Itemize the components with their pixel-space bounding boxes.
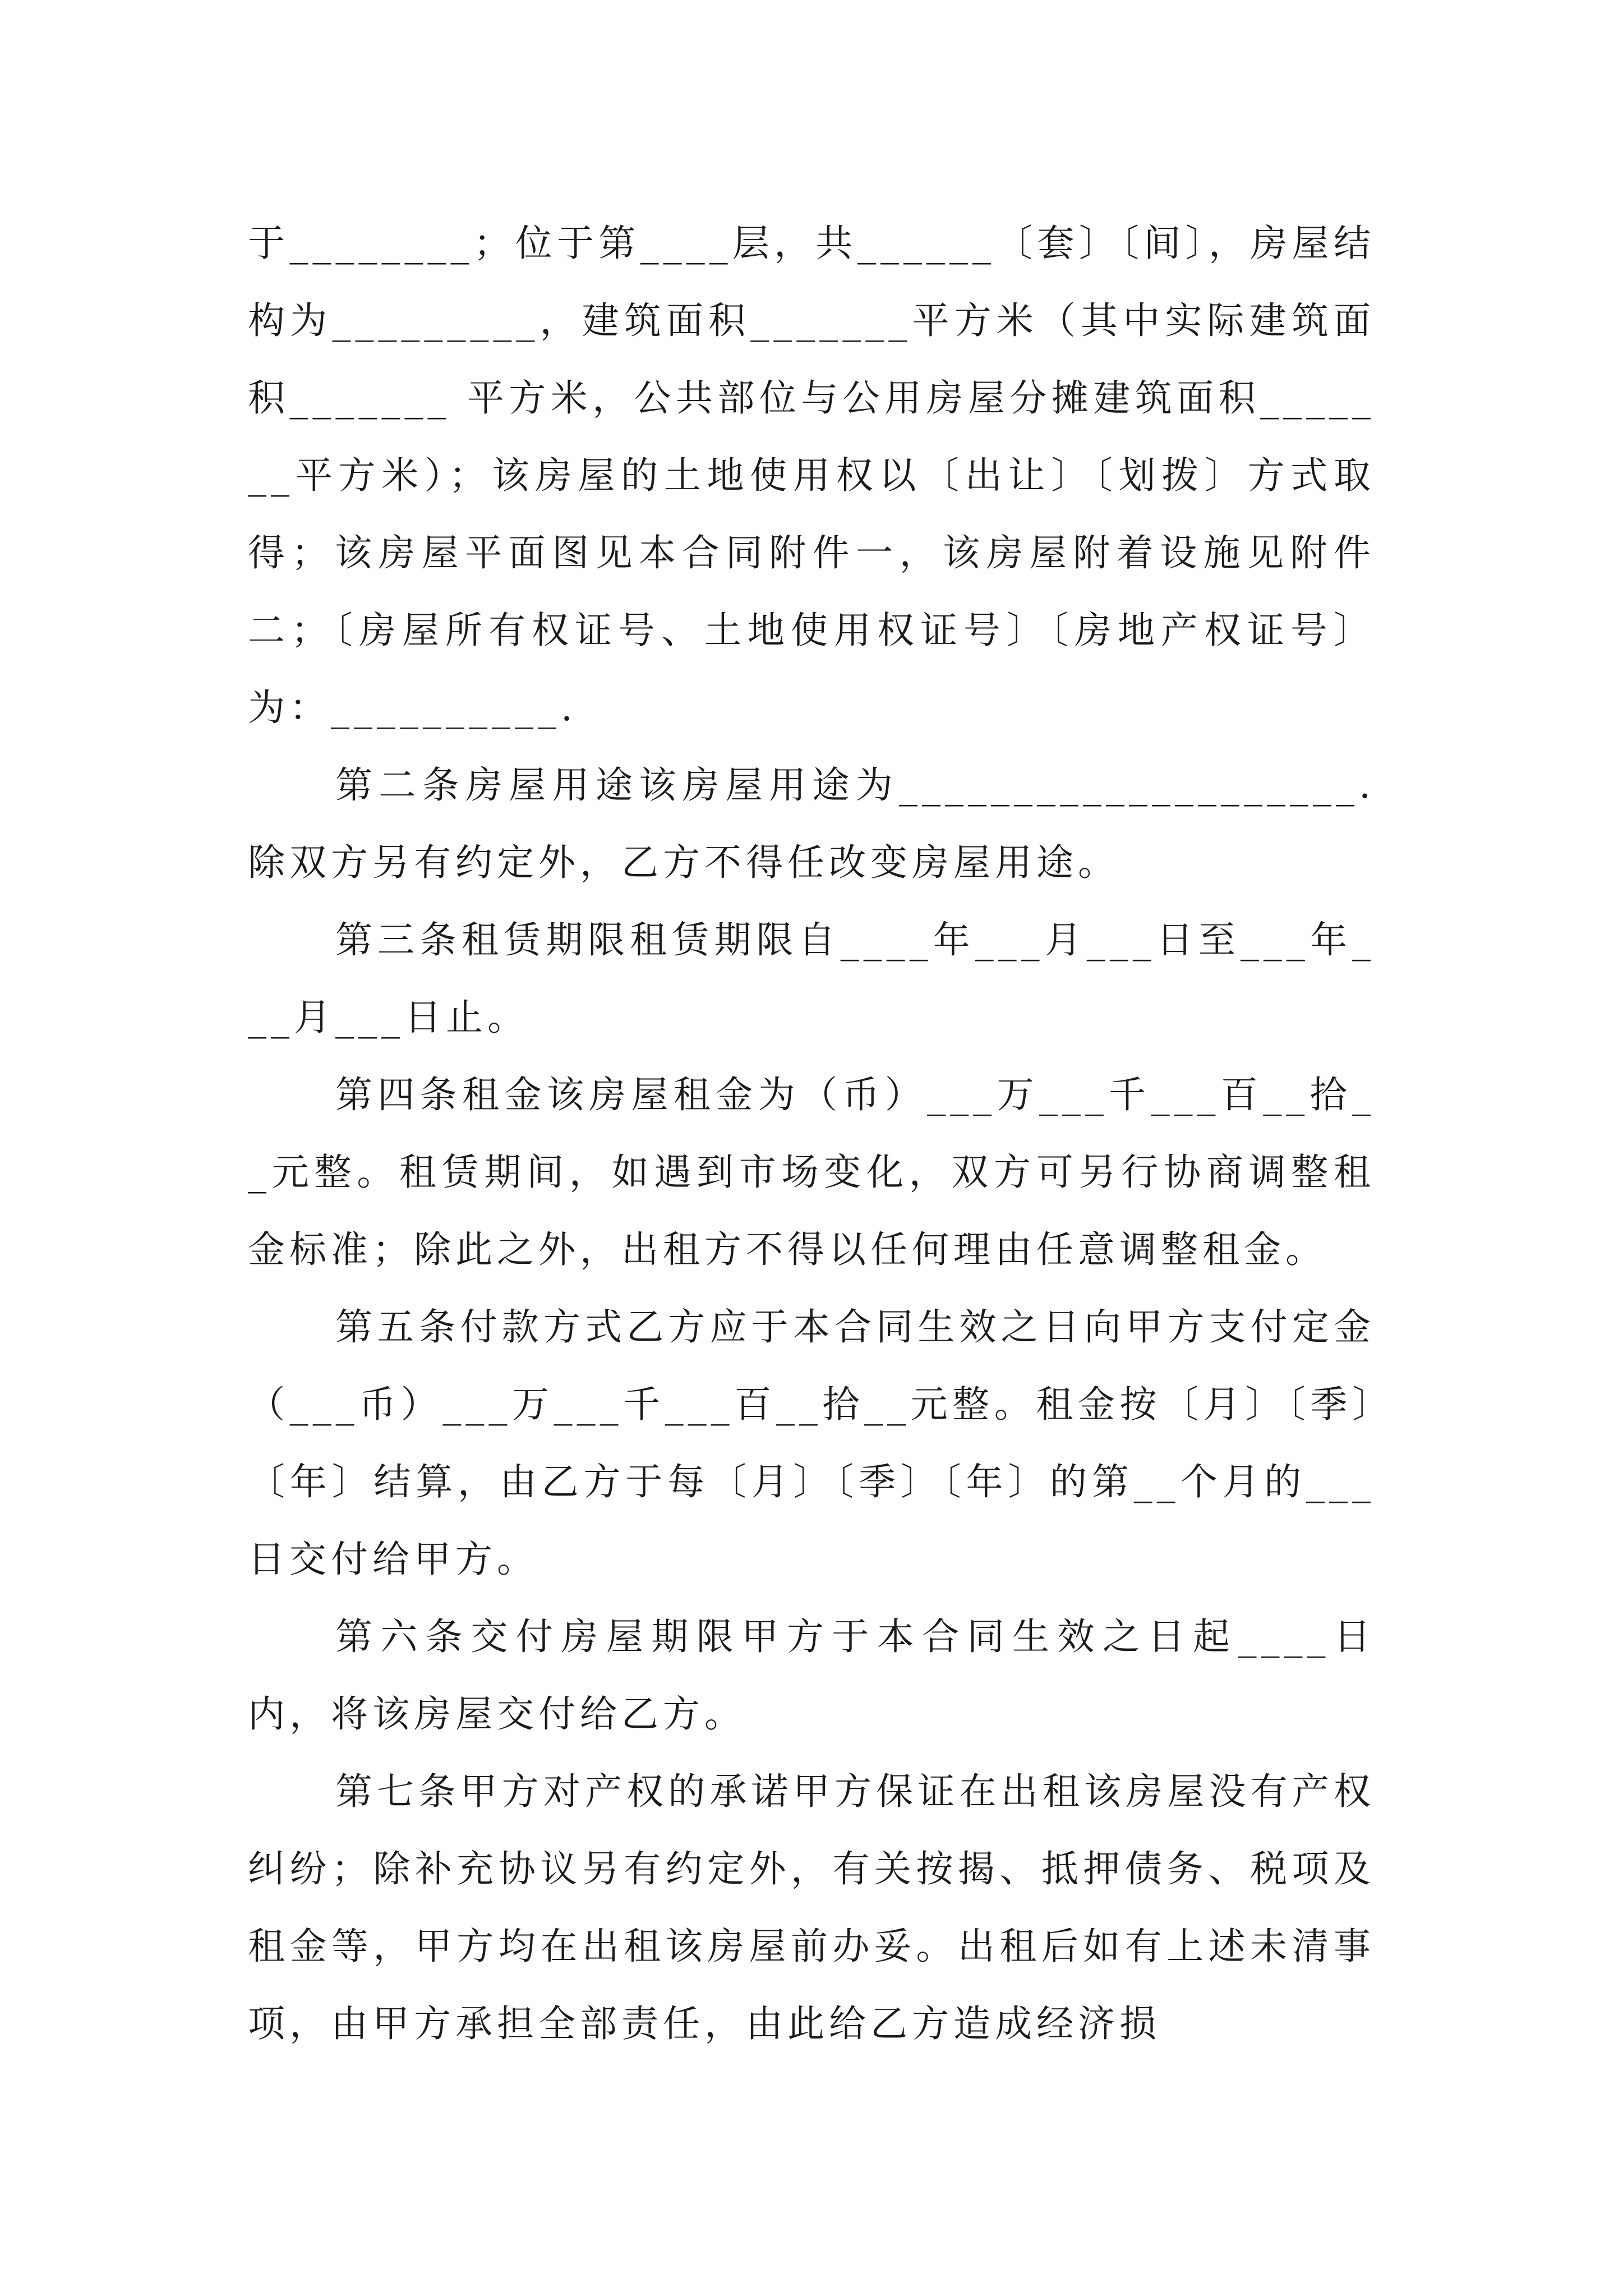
paragraph-article-7-title-commitment: 第七条甲方对产权的承诺甲方保证在出租该房屋没有产权纠纷；除补充协议另有约定外，有关按揭、抵押债务、税项及租金等，甲方均在出租该房屋前办妥。出租后如有上述未清事项，由甲方承担全部责任，由此给乙方造成经济损: [248, 1770, 1375, 2045]
paragraph-property-description: 于________；位于第____层，共______〔套〕〔间〕，房屋结构为_________，建筑面积_______平方米（其中实际建筑面积_______ 平方米，公共部位与公用房屋分摊建筑面积_______平方米）；该房屋的土地使用权以〔出让〕〔划拨〕方式取得；该房屋平面图见本合同附件一，该房屋附着设施见附件二；〔房屋所有权证号、土地使用权证号〕〔房地产权证号〕为：__________.: [248, 222, 1375, 729]
paragraph-article-3-lease-term: 第三条租赁期限租赁期限自____年___月___日至___年___月___日止。: [248, 918, 1375, 1039]
paragraph-article-6-delivery: 第六条交付房屋期限甲方于本合同生效之日起____日内，将该房屋交付给乙方。: [248, 1615, 1375, 1736]
document-body: [248, 205, 1375, 2063]
paragraph-article-4-rent: 第四条租金该房屋租金为（币）___万___千___百__拾__元整。租赁期间，如遇到市场变化，双方可另行协商调整租金标准；除此之外，出租方不得以任何理由任意调整租金。: [248, 1073, 1375, 1271]
paragraph-article-5-payment: 第五条付款方式乙方应于本合同生效之日向甲方支付定金（___币）___万___千___百__拾__元整。租金按〔月〕〔季〕〔年〕结算，由乙方于每〔月〕〔季〕〔年〕的第__个月的___日交付给甲方。: [248, 1305, 1375, 1581]
paragraph-article-2-usage: 第二条房屋用途该房屋用途为____________________.除双方另有约定外，乙方不得任改变房屋用途。: [248, 763, 1375, 884]
